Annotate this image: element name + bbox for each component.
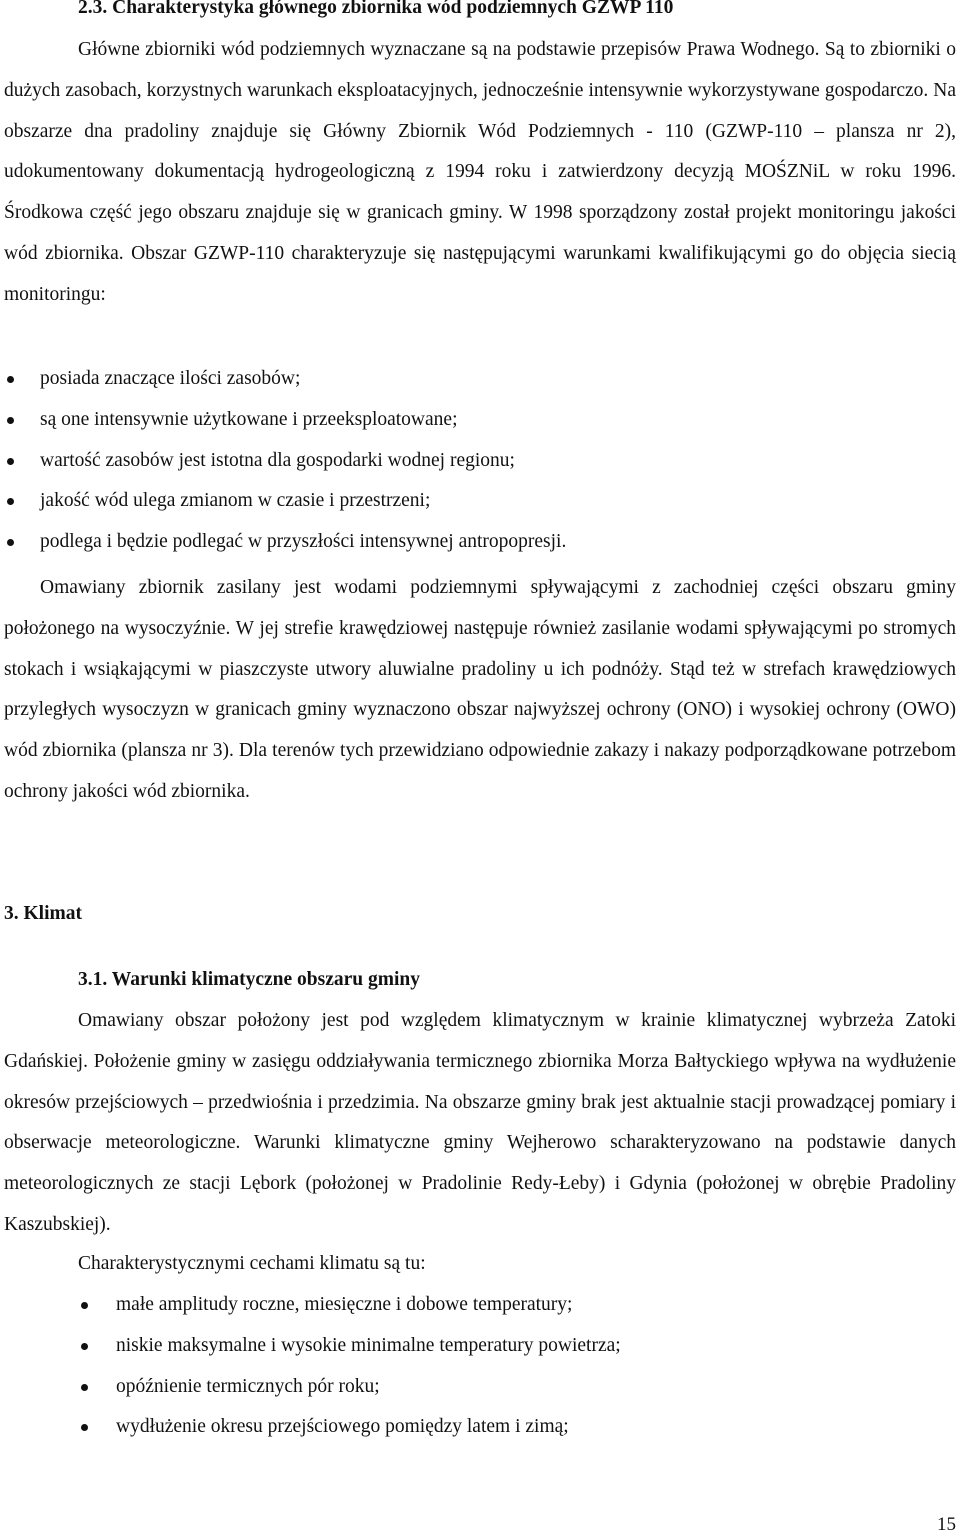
bullet-icon [7, 539, 14, 546]
list-item [0, 1367, 621, 1408]
bullet-icon [81, 1424, 88, 1431]
list-item [0, 481, 566, 522]
bullet-icon [81, 1384, 88, 1391]
section-heading-2-3: 2.3. Charakterystyka głównego zbiornika wód podziemnych GZWP 110 [78, 0, 674, 18]
section-heading-3-1: 3.1. Warunki klimatyczne obszaru gminy [78, 969, 421, 990]
list-item-text: posiada znaczące ilości zasobów; [40, 368, 301, 389]
list-item [0, 359, 566, 400]
bullet-icon [7, 376, 14, 383]
list-item-text: wydłużenie okresu przejściowego pomiędzy latem i zimą; [116, 1416, 569, 1438]
page-number: 15 [937, 1514, 956, 1535]
section-heading-3: 3. Klimat [4, 903, 82, 924]
list-item [0, 522, 566, 563]
list-item-text: małe amplitudy roczne, miesięczne i dobowe temperatury; [116, 1294, 573, 1315]
bullet-icon [81, 1302, 88, 1309]
list-item-text: opóźnienie termicznych pór roku; [116, 1375, 380, 1397]
paragraph-gzwp-description: Główne zbiorniki wód podziemnych wyznaczane są na podstawie przepisów Prawa Wodnego. Są to zbiorniki o dużych zasobach, korzystnych warunkach eksploatacyjnych, jednocześnie intensywnie wykorzystywane gospodarczo. Na obszarze dna pradoliny znajduje się Główny Zbiornik Wód Podziemnych - 110 (GZWP-110 – plansza nr 2), udokumentowany dokumentacją hydrogeologiczną z 1994 roku i zatwierdzony decyzją MOŚZNiL w roku 1996. Środkowa część jego obszaru znajduje się w granicach gminy. W 1998 sporządzony został projekt monitoringu jakości wód zbiornika. Obszar GZWP-110 charakteryzuje się następującymi warunkami kwalifikującymi go do objęcia siecią monitoringu: [4, 39, 956, 305]
climate-features-list [0, 1285, 621, 1448]
list-item [0, 400, 566, 441]
list-item-text: niskie maksymalne i wysokie minimalne temperatury powietrza; [116, 1334, 621, 1356]
list-item-text: wartość zasobów jest istotna dla gospodarki wodnej regionu; [40, 449, 515, 471]
bullet-icon [81, 1343, 88, 1350]
list-item [0, 441, 566, 482]
paragraph-recharge: Omawiany zbiornik zasilany jest wodami podziemnymi spływającymi z zachodniej części obszaru gminy położonego na wysoczyźnie. W jej strefie krawędziowej następuje również zasilanie wodami spływającymi po stromych stokach i wsiąkającymi w piaszczyste utwory aluwialne pradoliny u ich podnóży. Stąd też w strefach krawędziowych przyległych wysoczyzn w granicach gminy wyznaczono obszar najwyższej ochrony (ONO) i wysokiej ochrony (OWO) wód zbiornika (plansza nr 3). Dla terenów tych przewidziano odpowiednie zakazy i nakazy podporządkowane potrzebom ochrony jakości wód zbiornika. [4, 577, 956, 802]
list-item-text: jakość wód ulega zmianom w czasie i przestrzeni; [40, 490, 431, 512]
bullet-icon [7, 417, 14, 424]
list-item [0, 1407, 621, 1448]
paragraph-climate-intro: Charakterystycznymi cechami klimatu są tu: [78, 1253, 426, 1274]
list-item [0, 1285, 621, 1326]
paragraph-climate-conditions: Omawiany obszar położony jest pod względem klimatycznym w krainie klimatycznej wybrzeża Zatoki Gdańskiej. Położenie gminy w zasięgu oddziaływania termicznego zbiornika Morza Bałtyckiego wpływa na wydłużenie okresów przejściowych – przedwiośnia i przedzimia. Na obszarze gminy brak jest aktualnie stacji prowadzącej pomiary i obserwacje meteorologiczne. Warunki klimatyczne gminy Wejherowo scharakteryzowano na podstawie danych meteorologicznych ze stacji Lębork (położonej w Pradolinie Redy-Łeby) i Gdynia (położonej w obrębie Pradoliny Kaszubskiej). [4, 1010, 956, 1235]
list-item-text: podlega i będzie podlegać w przyszłości intensywnej antropopresji. [40, 531, 567, 553]
gzwp-conditions-list [0, 359, 566, 563]
list-item-text: są one intensywnie użytkowane i przeeksploatowane; [40, 408, 458, 430]
list-item [0, 1326, 621, 1367]
bullet-icon [7, 498, 14, 505]
bullet-icon [7, 458, 14, 465]
